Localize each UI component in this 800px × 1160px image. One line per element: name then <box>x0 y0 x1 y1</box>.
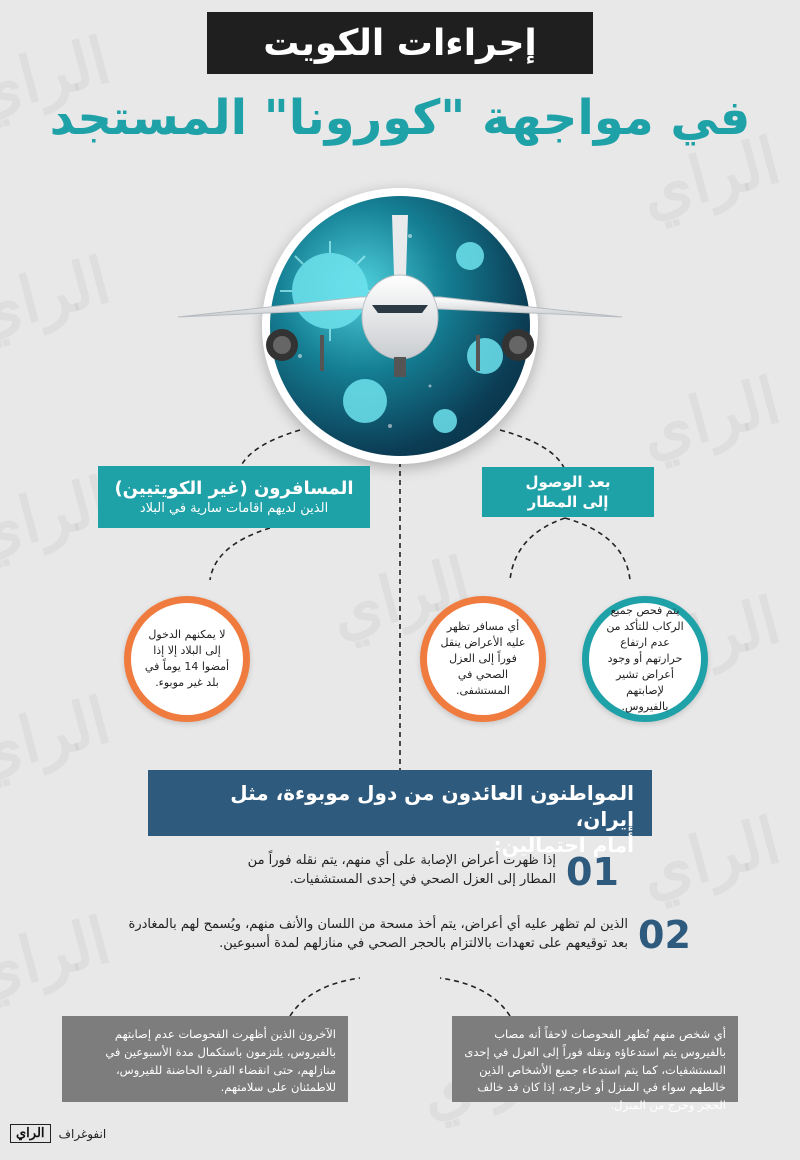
arrival-label <box>482 467 654 517</box>
option-1-text: إذا ظهرت أعراض الإصابة على أي منهم، يتم نقله فوراً من المطار إلى العزل الصحي في إحدى المستشفيات. <box>247 853 556 887</box>
footer-brand <box>10 1124 106 1143</box>
travelers-entry-circle: لا يمكنهم الدخول إلى البلاد إلا إذا أمضوا 14 يوماً في بلد غير موبوء. <box>124 596 250 722</box>
arrival-label-line1: بعد الوصول <box>525 472 611 491</box>
travelers-label-line1: المسافرون (غير الكويتيين) <box>114 478 354 499</box>
travelers-label-line2: الذين لديهم اقامات سارية في البلاد <box>139 501 329 516</box>
footer-label: انفوغراف <box>58 1126 107 1141</box>
option-2-text: الذين لم تظهر عليه أي أعراض، يتم أخذ مسحة من اللسان والأنف منهم، ويُسمح لهم بالمغادرة بعد توقيعهم على تعهدات بالالتزام بالحجر الصحي في منازلهم لمدة أسبوعين. <box>128 917 628 951</box>
travelers-label <box>98 466 370 528</box>
brand-logo: الراي <box>10 1124 51 1143</box>
citizens-line1: المواطنون العائدون من دول موبوءة، مثل إيران، <box>230 781 634 831</box>
citizens-heading <box>148 770 652 857</box>
citizens-line2: أمام احتمالين: <box>493 833 634 857</box>
outcome-infected-box: أي شخص منهم تُظهر الفحوصات لاحقاً أنه مصاب بالفيروس يتم استدعاؤه ونقله فوراً إلى العزل في إحدى المستشفيات، كما يتم استدعاء جميع الأشخاص الذين خالطهم سواء في المنزل أو خارجه، إذا كان قد خالف الحجر وخرج من المنزل. <box>452 1016 738 1102</box>
outcome-healthy-box: الآخرون الذين أظهرت الفحوصات عدم إصابتهم بالفيروس، يلتزمون باستكمال مدة الأسبوعين في منازلهم، حتى انقضاء الفترة الحاضنة للفيروس، للاطمئنان على سلامتهم. <box>62 1016 348 1102</box>
page-title: إجراءات الكويت <box>207 12 593 74</box>
airplane-icon <box>170 205 630 405</box>
arrival-isolation-circle: أي مسافر تظهر عليه الأعراض ينقل فوراً إلى العزل الصحي في المستشفى. <box>420 596 546 722</box>
page-subtitle: في مواجهة "كورونا" المستجد <box>49 90 751 146</box>
arrival-screening-circle: يتم فحص جميع الركاب للتأكد من عدم ارتفاع حرارتهم أو وجود أعراض تشير لإصابتهم بالفيروس. <box>582 596 708 722</box>
arrival-label-line2: إلى المطار <box>527 493 609 511</box>
option-1-number: 01 <box>566 850 619 894</box>
option-2-number: 02 <box>638 913 691 957</box>
